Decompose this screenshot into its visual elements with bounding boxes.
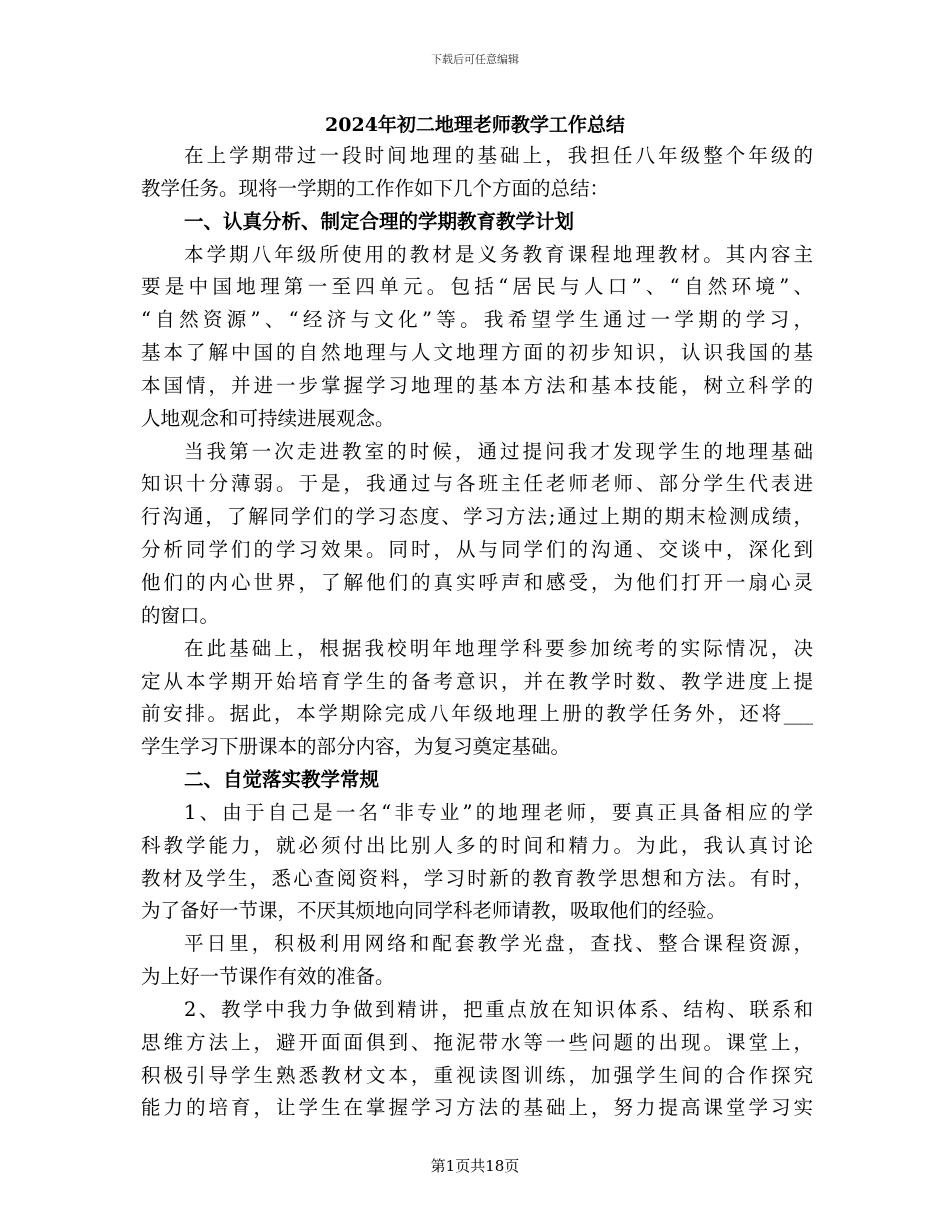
paragraph-line: 的窗口。 [141,603,220,627]
paragraph-line: 本国情，并进一步掌握学习地理的基本方法和基本技能，树立科学的 [141,373,813,397]
paragraph-line: 知识十分薄弱。于是，我通过与各班主任老师老师、部分学生代表进 [141,472,813,496]
paragraph-line: 能力的培育，让学生在掌握学习方法的基础上，努力提高课堂学习实 [141,1096,813,1120]
page-header-note: 下载后可任意编辑 [431,53,519,66]
paragraph-line: 2、教学中我力争做到精讲，把重点放在知识体系、结构、联系和 [184,997,813,1021]
section-heading-1: 一、认真分析、制定合理的学期教育教学计划 [184,209,575,233]
paragraph-line: 在此基础上，根据我校明年地理学科要参加统考的实际情况，决 [184,636,813,660]
paragraph-line: 为了备好一节课，不厌其烦地向同学科老师请教，吸取他们的经验。 [141,899,727,923]
paragraph-line: 他们的内心世界，了解他们的真实呼声和感受，为他们打开一扇心灵 [141,570,813,594]
paragraph-line: 学生学习下册课本的部分内容，为复习奠定基础。 [141,735,571,759]
paragraph-line: 为上好一节课作有效的准备。 [141,965,395,989]
paragraph-line: 定从本学期开始培育学生的备考意识，并在教学时数、教学进度上提 [141,669,813,693]
paragraph-line: 思维方法上，避开面面俱到、拖泥带水等一些问题的出现。课堂上， [141,1030,813,1054]
paragraph-line: “自然资源”、“经济与文化”等。我希望学生通过一学期的学习， [141,308,813,332]
paragraph-line: 分析同学们的学习效果。同时，从与同学们的沟通、交谈中，深化到 [141,538,813,562]
paragraph-line: 基本了解中国的自然地理与人文地理方面的初步知识，认识我国的基 [141,341,813,365]
paragraph-line: 教材及学生，悉心查阅资料，学习时新的教育教学思想和方法。有时， [141,866,813,890]
paragraph-line: 教学任务。现将一学期的工作作如下几个方面的总结： [141,176,610,200]
paragraph-line: 行沟通，了解同学们的学习态度、学习方法;通过上期的期末检测成绩， [141,505,813,529]
paragraph-line: 科教学能力，就必须付出比别人多的时间和精力。为此，我认真讨论 [141,833,813,857]
section-heading-2: 二、自觉落实教学常规 [184,768,380,792]
document-title: 2024年初二地理老师教学工作总结 [325,114,625,136]
paragraph-line: 积极引导学生熟悉教材文本，重视读图训练，加强学生间的合作探究 [141,1063,813,1087]
paragraph-line: 人地观念和可持续进展观念。 [141,406,395,430]
page-number: 第1页共18页 [430,1157,520,1175]
paragraph-line: 1、由于自己是一名“非专业”的地理老师，要真正具备相应的学 [184,800,813,824]
paragraph-line: 要是中国地理第一至四单元。包括“居民与人口”、“自然环境”、 [141,275,813,299]
paragraph-line: 本学期八年级所使用的教材是义务教育课程地理教材。其内容主 [184,242,813,266]
paragraph-line: 前安排。据此，本学期除完成八年级地理上册的教学任务外，还将___ [141,702,813,726]
paragraph-line: 当我第一次走进教室的时候，通过提问我才发现学生的地理基础 [184,439,813,463]
paragraph-line: 在上学期带过一段时间地理的基础上，我担任八年级整个年级的 [184,144,813,167]
paragraph-line: 平日里，积极利用网络和配套教学光盘，查找、整合课程资源， [184,932,813,956]
document-body [141,140,813,1125]
